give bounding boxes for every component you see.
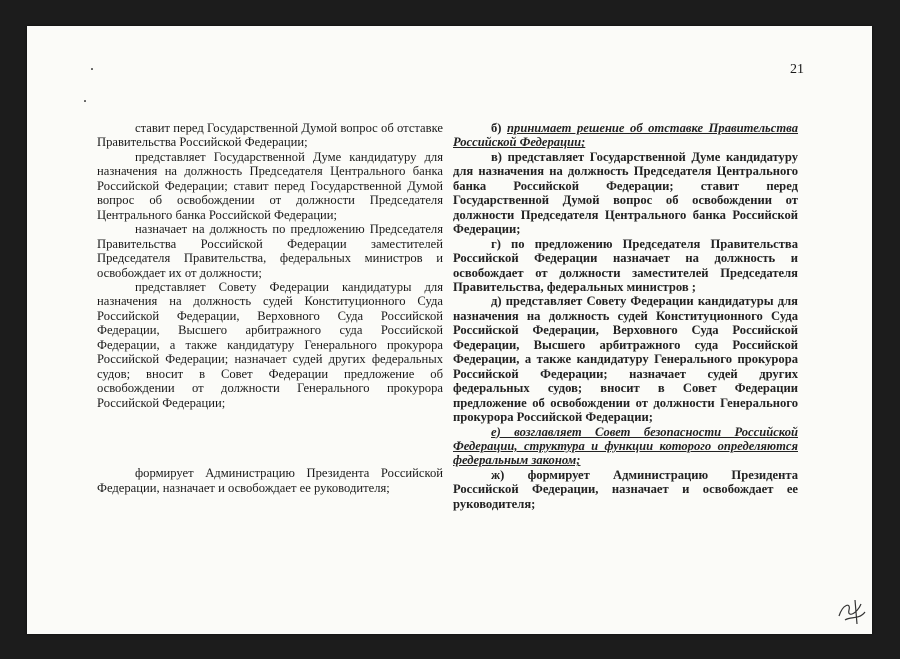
left-column — [97, 121, 443, 495]
right-item-zh: ж) формирует Администрацию Президента Российской Федерации, назначает и освобождает ее руководителя; — [453, 467, 798, 511]
right-column — [453, 121, 798, 511]
left-paragraph: назначает на должность по предложению Председателя Правительства Российской Федерации заместителей Председателя Правительства, федеральных министров и освобождает их от должности; — [97, 222, 443, 280]
signature-mark — [835, 594, 869, 628]
document-page — [27, 26, 872, 634]
page-number: 21 — [790, 62, 804, 77]
left-paragraph: представляет Совету Федерации кандидатуры для назначения на должность судей Конституционного Суда Российской Федерации, Верховного Суда Российской Федерации, Высшего арбитражного суда Российской Федерации, а также кандидатуру Генерального прокурора Российской Федерации; назначает судей других федеральных судов; вносит в Совет Федерации предложение об освобождении от должности Генерального прокурора Российской Федерации; — [97, 279, 443, 410]
item-b-text: принимает решение об отставке Правительства Российской Федерации; — [453, 121, 799, 150]
right-item-b — [453, 121, 798, 150]
left-paragraph: формирует Администрацию Президента Российской Федерации, назначает и освобождает ее руководителя; — [97, 466, 443, 495]
right-item-g: г) по предложению Председателя Правительства Российской Федерации назначает на должность и освобождает от должности заместителей Председателя Правительства, федеральных министров ; — [453, 236, 798, 294]
right-item-e: е) возглавляет Совет безопасности Российской Федерации, структура и функции которого определяются федеральным законом; — [453, 424, 798, 468]
speck — [84, 100, 86, 102]
left-paragraph: представляет Государственной Думе кандидатуру для назначения на должность Председателя Центрального банка Российской Федерации; ставит перед Государственной Думой вопрос об освобождении от должности Председателя Центрального банка Российской Федерации; — [97, 149, 443, 222]
speck — [91, 68, 93, 70]
right-item-v: в) представляет Государственной Думе кандидатуру для назначения на должность Председателя Центрального банка Российской Федерации; ставит перед Государственной Думой вопрос об освобождении от должности Председателя Центрального банка Российской Федерации; — [453, 149, 798, 237]
right-item-d: д) представляет Совету Федерации кандидатуры для назначения на должность судей Конституционного Суда Российской Федерации, Верховного Суда Российской Федерации, Высшего арбитражного суда Российской Федерации, а также кандидатуру Генерального прокурора Российской Федерации; назначает судей других федеральных судов; вносит в Совет Федерации предложение об освобождении от должности Генерального прокурора Российской Федерации; — [453, 294, 798, 425]
left-paragraph: ставит перед Государственной Думой вопрос об отставке Правительства Российской Федерации; — [97, 121, 443, 150]
item-b-prefix: б) — [491, 121, 508, 135]
blank-gap — [97, 410, 443, 466]
